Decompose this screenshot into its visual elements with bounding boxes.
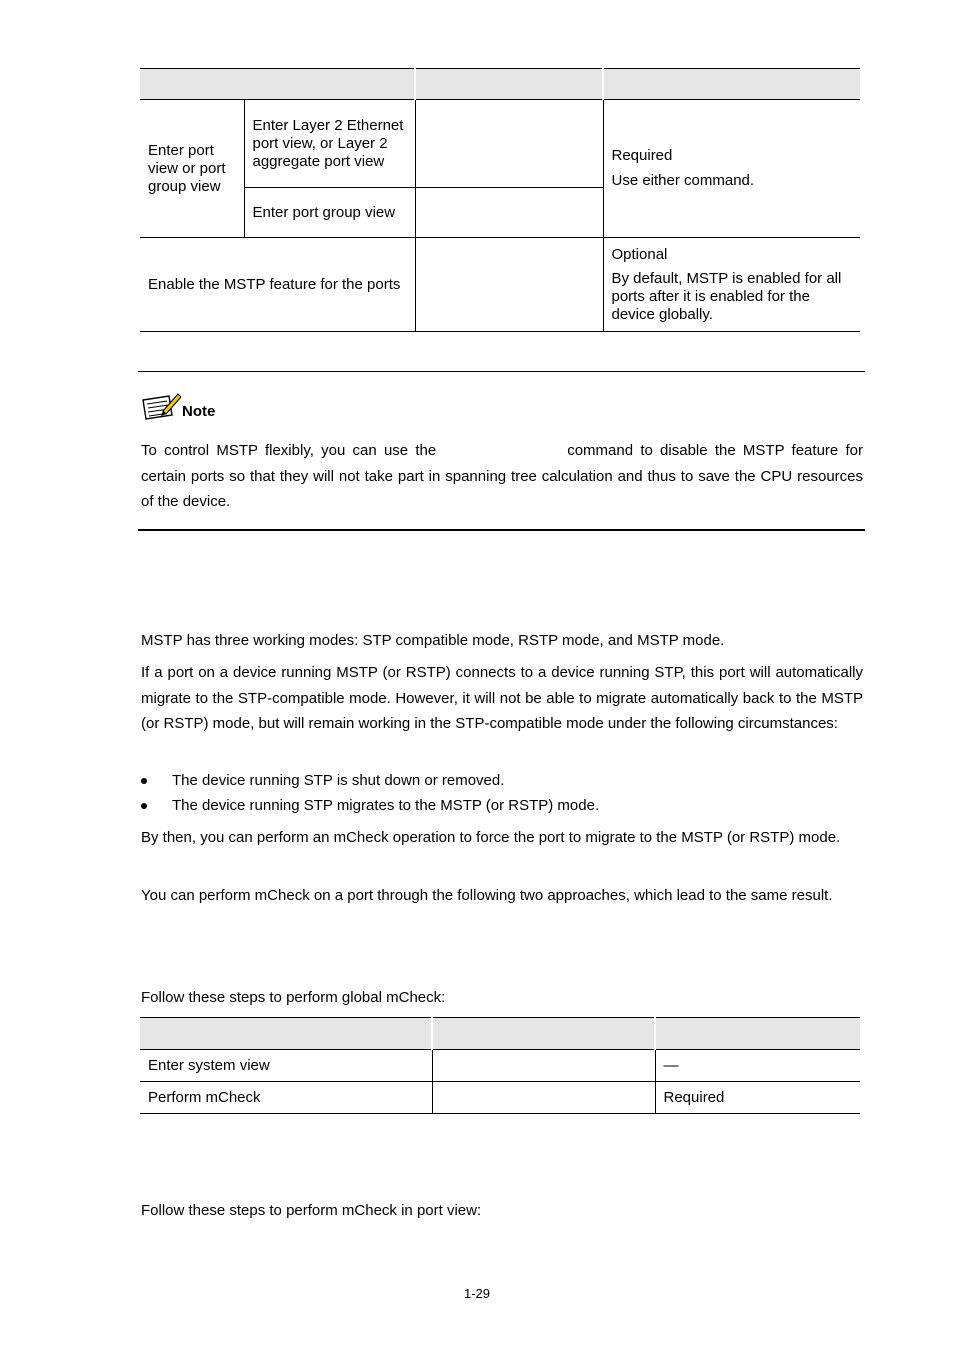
command-cell bbox=[432, 1050, 655, 1082]
note-icon bbox=[141, 391, 181, 421]
config-table-1 bbox=[140, 68, 860, 332]
note-label: Note bbox=[182, 403, 216, 420]
body-paragraph: You can perform mCheck on a port through the following two approaches, which lead to the same result. bbox=[141, 887, 833, 904]
header-cell-command bbox=[415, 69, 603, 100]
row-label: Enable the MSTP feature for the ports bbox=[140, 238, 415, 332]
note-text bbox=[141, 438, 863, 515]
row-sub-label: Enter Layer 2 Ethernet port view, or Layer 2 aggregate port view bbox=[244, 100, 415, 188]
table-row bbox=[140, 238, 860, 332]
row-sub-label: Enter port group view bbox=[244, 188, 415, 238]
header-cell-remarks bbox=[655, 1018, 860, 1050]
table-header-row bbox=[140, 69, 860, 100]
command-cell bbox=[415, 188, 603, 238]
remarks-cell bbox=[603, 100, 860, 238]
list-item-text: The device running STP is shut down or removed. bbox=[172, 772, 505, 789]
note-top-rule bbox=[138, 371, 865, 372]
command-cell bbox=[432, 1082, 655, 1114]
body-paragraph: Follow these steps to perform global mCheck: bbox=[141, 989, 446, 1006]
note-text-before: To control MSTP flexibly, you can use the bbox=[141, 442, 437, 459]
list-item-text: The device running STP migrates to the MSTP (or RSTP) mode. bbox=[172, 797, 600, 814]
remark-line: Required bbox=[611, 147, 673, 164]
command-cell bbox=[415, 238, 603, 332]
remarks-cell bbox=[603, 238, 860, 332]
remarks-cell: — bbox=[655, 1050, 860, 1082]
table-row bbox=[140, 1082, 860, 1114]
remark-line: Optional bbox=[611, 245, 668, 263]
page-number: 1-29 bbox=[463, 1286, 491, 1301]
command-cell bbox=[415, 100, 603, 188]
note-bottom-rule bbox=[138, 529, 865, 531]
config-table-2 bbox=[140, 1017, 860, 1114]
header-cell-command bbox=[432, 1018, 655, 1050]
operation-cell: Perform mCheck bbox=[140, 1082, 432, 1114]
body-paragraph: MSTP has three working modes: STP compatible mode, RSTP mode, and MSTP mode. bbox=[141, 632, 725, 649]
body-paragraph: By then, you can perform an mCheck operation to force the port to migrate to the MSTP (or RSTP) mode. bbox=[141, 829, 841, 846]
note-text-after: command to disable the MSTP feature for certain ports so that they will not take part in spanning tree calculation and thus to save the CPU resources of the device. bbox=[141, 442, 863, 510]
remark-line: Use either command. bbox=[611, 172, 755, 189]
remark-line: By default, MSTP is enabled for all ports after it is enabled for the device globally. bbox=[611, 269, 842, 323]
header-cell-operation bbox=[140, 69, 415, 100]
body-paragraph: Follow these steps to perform mCheck in port view: bbox=[141, 1202, 482, 1219]
remarks-cell: Required bbox=[655, 1082, 860, 1114]
bullet-dot bbox=[141, 778, 147, 784]
bullet-dot bbox=[141, 803, 147, 809]
table-row bbox=[140, 1050, 860, 1082]
header-cell-remarks bbox=[603, 69, 860, 100]
row-group-label: Enter port view or port group view bbox=[140, 100, 244, 238]
header-cell-operation bbox=[140, 1018, 432, 1050]
table-header-row bbox=[140, 1018, 860, 1050]
body-paragraph: If a port on a device running MSTP (or RSTP) connects to a device running STP, this port will automatically migrate to the STP-compatible mode. However, it will not be able to migrate automatically back to the MSTP (or RSTP) mode, but will remain working in the STP-compatible mode under the following circumstances: bbox=[141, 664, 863, 732]
operation-cell: Enter system view bbox=[140, 1050, 432, 1082]
table-row bbox=[140, 100, 860, 188]
